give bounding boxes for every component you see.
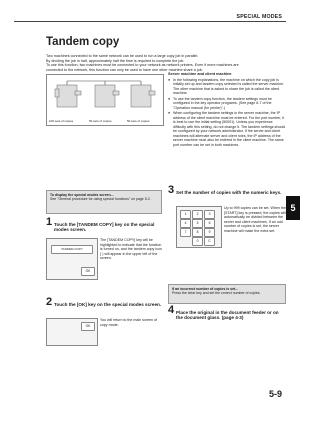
note-title: To display the special modes screen...: [50, 193, 114, 197]
numeric-key[interactable]: 1: [180, 210, 191, 219]
bullet-icon: ●: [168, 77, 171, 82]
numeric-key[interactable]: 7: [180, 228, 191, 237]
step-3: [168, 184, 286, 196]
step-title: Set the number of copies with the numeric keys.: [176, 190, 282, 195]
header-rule: [14, 21, 286, 22]
server-client-heading: Server machine and client machine: [168, 72, 232, 76]
numeric-key[interactable]: 9: [204, 228, 215, 237]
step-1: [46, 216, 162, 233]
step-title: Touch the [TANDEM COPY] key on the special modes screen.: [54, 222, 155, 233]
special-modes-panel: [46, 238, 98, 280]
intro-text: [46, 54, 286, 72]
intro-line: connected to the network, this function can only be used to have one other machine share a job.: [46, 67, 203, 72]
bullet-text: When configuring the tandem settings in the server machine, the IP address of the client machine must be entered. For the port number, it is best to use the initial setting (50001). Unless you experience difficulty with this setting, do not change it. The tandem settings should be configured by your network administrator. If the server and client machines will alternate server and client roles, the IP address of the server machine must also be entered in the client machine. The same port number can be set in both machines.: [173, 111, 286, 147]
bullet-item: [168, 111, 286, 147]
note-text: See "General procedure for using special functions" on page 5-2.: [50, 197, 151, 202]
warning-box: [168, 284, 286, 304]
special-modes-panel-ok: [46, 318, 98, 346]
server-client-section: [168, 72, 286, 147]
clear-key[interactable]: C: [204, 237, 215, 246]
page-number: 5-9: [268, 389, 282, 399]
tandem-copy-key[interactable]: TANDEM COPY: [51, 245, 93, 254]
tandem-figure: [46, 74, 164, 126]
copier-icon: [55, 85, 81, 107]
chapter-tab: 5: [286, 196, 300, 220]
bullet-text: In the following explanations, the machine on which the copy job is initially set up and tandem copy selected is called the server machine. The other machine that is asked to share the job is called the client machine.: [173, 77, 285, 95]
bullet-text: To use the tandem copy function, the tandem settings must be configured in the key operator programs. (See page 6-7 of the "Operation manual (for printer)".): [173, 96, 272, 110]
network-line: [67, 81, 141, 85]
page-title: Tandem copy: [46, 36, 120, 48]
bullet-icon: ●: [168, 96, 171, 101]
step-number: 1: [46, 216, 53, 228]
numeric-key[interactable]: 4: [180, 219, 191, 228]
step-2: [46, 296, 162, 308]
bullet-item: [168, 78, 286, 96]
numeric-key[interactable]: 3: [204, 210, 215, 219]
figure-caption: 50 sets of copies: [127, 119, 150, 123]
intro-line: To use this function, two machines must be connected to your network as network printers. Even if more machines are: [46, 63, 239, 68]
step-title: Touch the [OK] key on the special modes screen.: [54, 302, 162, 307]
warning-title: If an incorrect number of copies is set...: [172, 287, 239, 291]
step-number: 2: [46, 296, 53, 308]
ok-key[interactable]: OK: [81, 267, 95, 276]
bullet-item: [168, 97, 286, 111]
numeric-keypad: [176, 206, 222, 248]
step-number: 3: [168, 184, 175, 196]
step-body: Up to 999 copies can be set. When the [START] key is pressed, the copies will automatically be divided between the server and client machines. If an odd number of copies is set, the server machine will make the extra set.: [224, 206, 286, 233]
section-header: SPECIAL MODES: [236, 14, 282, 20]
step-number: 4: [168, 304, 175, 316]
copier-icon: [95, 85, 119, 107]
note-box: [46, 190, 162, 214]
figure-caption: 100 sets of copies: [49, 119, 74, 123]
bullet-icon: ●: [168, 111, 171, 115]
warning-text: Press the clear key and set the correct number of copies.: [172, 291, 261, 296]
step-title: Place the original in the document feeder or on the document glass. (page 4-3): [176, 310, 279, 321]
ok-key[interactable]: OK: [81, 322, 95, 331]
copiers-illustration: [47, 75, 163, 125]
intro-line: By dividing the job in half, approximately half the time is required to complete the job.: [46, 58, 185, 63]
step-body: You will return to the main screen of copy mode.: [100, 318, 157, 327]
numeric-key[interactable]: 2: [192, 210, 203, 219]
copier-icon: [131, 85, 155, 107]
numeric-key[interactable]: 5: [192, 219, 203, 228]
step-4: [168, 304, 286, 321]
numeric-key[interactable]: 0: [192, 237, 203, 246]
numeric-key[interactable]: 6: [204, 219, 215, 228]
intro-line: Two machines connected to the same network can be used to run a large copy job in parallel.: [46, 54, 199, 58]
step-body: The [TANDEM COPY] key will be highlighted to indicate that the function is turned on, and the tandem copy icon ( ) will appear in the upper left of the screen.: [100, 238, 162, 260]
numeric-key[interactable]: 8: [192, 228, 203, 237]
figure-caption: 50 sets of copies: [89, 119, 112, 123]
